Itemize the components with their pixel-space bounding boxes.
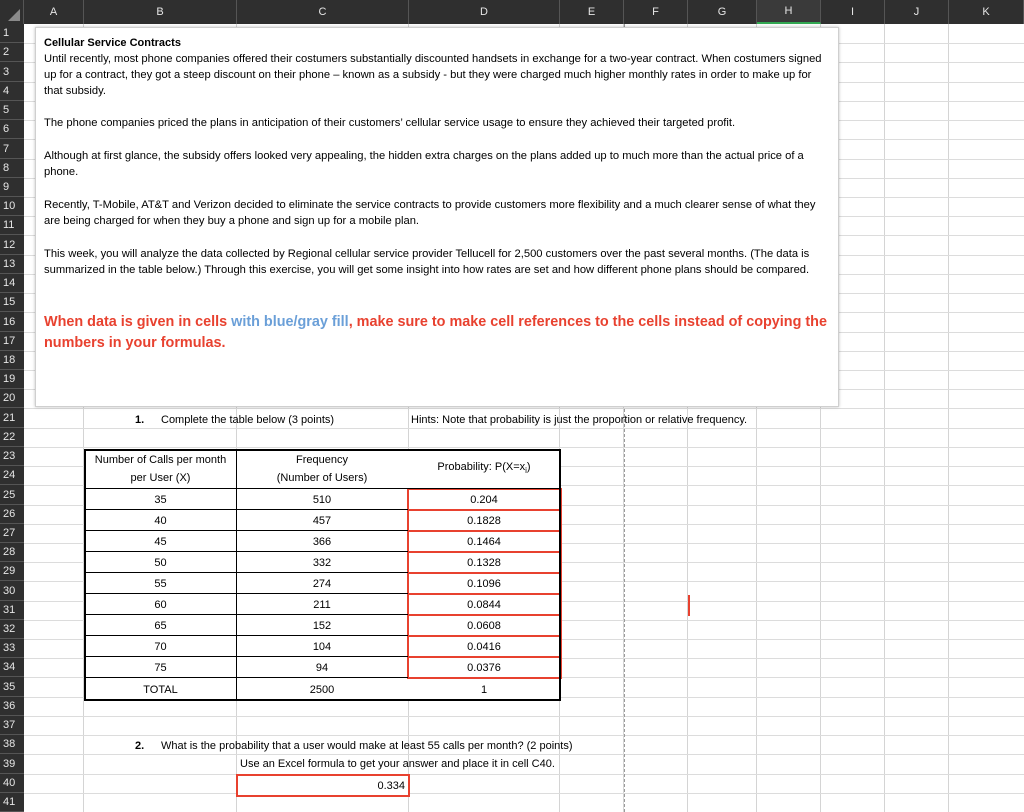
column-header-j[interactable]: J — [885, 0, 949, 24]
frequency-cell[interactable]: 94 — [236, 657, 408, 678]
row-header-40[interactable]: 40 — [0, 774, 24, 793]
probability-cell-highlight — [407, 509, 562, 532]
row-header-41[interactable]: 41 — [0, 793, 24, 812]
column-header-c[interactable]: C — [237, 0, 409, 24]
question-2-text: What is the probability that a user would make at least 55 calls per month? (2 points) — [161, 740, 573, 752]
total-probability[interactable]: 1 — [408, 679, 560, 700]
frequency-cell[interactable]: 152 — [236, 615, 408, 636]
column-header-b[interactable]: B — [84, 0, 237, 24]
table-border-horizontal — [84, 488, 561, 489]
header-probability-label — [437, 458, 530, 480]
total-label[interactable]: TOTAL — [85, 679, 236, 700]
textbox-title: Cellular Service Contracts — [44, 37, 181, 49]
question-1-hint: Hints: Note that probability is just the proportion or relative frequency. — [411, 414, 748, 426]
table-border-horizontal — [84, 614, 408, 615]
column-header-d[interactable]: D — [409, 0, 560, 24]
table-border-horizontal — [84, 635, 408, 636]
row-header-22[interactable]: 22 — [0, 428, 24, 447]
column-header-h[interactable]: H — [757, 0, 821, 24]
probability-cell-highlight — [407, 572, 562, 595]
warning-text-end: , make sure to make cell references to the cells instead of copying the numbers in your formulas. — [44, 314, 827, 351]
gridline-horizontal — [24, 774, 1024, 775]
row-header-38[interactable]: 38 — [0, 735, 24, 754]
frequency-cell[interactable]: 332 — [236, 552, 408, 573]
table-border-horizontal — [84, 530, 408, 531]
frequency-cell[interactable]: 510 — [236, 489, 408, 510]
table-border-vertical — [559, 449, 561, 701]
row-header-35[interactable]: 35 — [0, 677, 24, 697]
row-header-17[interactable]: 17 — [0, 332, 24, 351]
textbox-paragraph-3: Although at first glance, the subsidy offers looked very appealing, the hidden extra charges on the plans added up to much more than the actual price of a phone. — [44, 150, 804, 178]
probability-cell-highlight — [407, 530, 562, 553]
row-header-19[interactable]: 19 — [0, 370, 24, 389]
probability-cell[interactable]: 0.1828 — [408, 510, 560, 531]
gridline-horizontal — [24, 754, 1024, 755]
row-header-1[interactable]: 1 — [0, 24, 24, 43]
probability-cell[interactable]: 0.1096 — [408, 573, 560, 594]
gridline-horizontal — [24, 716, 1024, 717]
header-calls-per-month[interactable] — [85, 450, 236, 488]
row-header-20[interactable]: 20 — [0, 389, 24, 408]
calls-cell[interactable]: 55 — [85, 573, 236, 594]
row-header-36[interactable]: 36 — [0, 697, 24, 716]
frequency-cell[interactable]: 457 — [236, 510, 408, 531]
row-header-4[interactable]: 4 — [0, 82, 24, 101]
probability-cell[interactable]: 0.204 — [408, 489, 560, 510]
row-header-32[interactable]: 32 — [0, 620, 24, 639]
total-frequency[interactable]: 2500 — [236, 679, 408, 700]
row-header-24[interactable]: 24 — [0, 466, 24, 485]
instructions-textbox[interactable] — [35, 27, 839, 407]
warning-text-fill: with blue/gray fill — [231, 314, 349, 330]
header-frequency[interactable] — [236, 450, 408, 488]
row-header-7[interactable]: 7 — [0, 139, 24, 159]
probability-cell-highlight — [407, 551, 562, 574]
probability-cell[interactable]: 0.1328 — [408, 552, 560, 573]
row-header-15[interactable]: 15 — [0, 293, 24, 312]
calls-cell[interactable]: 75 — [85, 657, 236, 678]
gridline-horizontal — [24, 793, 1024, 794]
select-all-corner[interactable] — [0, 0, 24, 24]
table-border-horizontal — [84, 593, 408, 594]
calls-cell[interactable]: 70 — [85, 636, 236, 657]
probability-cell-highlight — [407, 635, 562, 658]
row-header-31[interactable]: 31 — [0, 601, 24, 620]
textbox-paragraph-5: This week, you will analyze the data collected by Regional cellular service provider Tellucell for 2,500 customers over the past several months. (The data is summarized in the table below.) Through this exercise, you will get some insight into how rates are set and how different phone plans should be compared. — [44, 248, 810, 276]
probability-cell-highlight — [407, 656, 562, 679]
gridline-horizontal — [24, 428, 1024, 429]
table-border-horizontal — [84, 449, 561, 451]
row-header-13[interactable]: 13 — [0, 255, 24, 274]
header-frequency-line2: (Number of Users) — [276, 472, 368, 484]
column-header-i[interactable]: I — [821, 0, 885, 24]
calls-cell[interactable]: 65 — [85, 615, 236, 636]
calls-cell[interactable]: 50 — [85, 552, 236, 573]
question-2-number: 2. — [135, 740, 145, 752]
row-header-14[interactable]: 14 — [0, 274, 24, 293]
textbox-paragraph-4: Recently, T-Mobile, AT&T and Verizon decided to eliminate the service contracts to provide customers more flexibility and a much clearer sense of what they are being charged for when they buy a phone and sign up for a mobile plan. — [44, 199, 816, 227]
probability-label-close: ) — [526, 460, 531, 473]
probability-cell-highlight — [407, 614, 562, 637]
frequency-cell[interactable]: 211 — [236, 594, 408, 615]
header-probability[interactable] — [408, 450, 560, 488]
row-header-18[interactable]: 18 — [0, 351, 24, 370]
gridline-horizontal — [24, 735, 1024, 736]
answer-cell-highlight — [236, 774, 410, 797]
row-header-23[interactable]: 23 — [0, 447, 24, 466]
frequency-cell[interactable]: 366 — [236, 531, 408, 552]
row-header-11[interactable]: 11 — [0, 216, 24, 235]
row-header-30[interactable]: 30 — [0, 581, 24, 601]
row-header-2[interactable]: 2 — [0, 43, 24, 62]
gridline-horizontal — [24, 408, 1024, 409]
probability-cell[interactable]: 0.0376 — [408, 657, 560, 678]
row-header-39[interactable]: 39 — [0, 754, 24, 774]
row-header-21[interactable]: 21 — [0, 408, 24, 428]
row-header-33[interactable]: 33 — [0, 639, 24, 658]
row-header-3[interactable]: 3 — [0, 62, 24, 82]
row-header-34[interactable]: 34 — [0, 658, 24, 677]
calls-cell[interactable]: 45 — [85, 531, 236, 552]
row-header-5[interactable]: 5 — [0, 101, 24, 120]
row-header-28[interactable]: 28 — [0, 543, 24, 562]
table-border-horizontal — [84, 551, 408, 552]
frequency-cell[interactable]: 274 — [236, 573, 408, 594]
header-frequency-line1: Frequency — [296, 454, 348, 466]
table-border-vertical — [84, 449, 86, 701]
row-header-10[interactable]: 10 — [0, 197, 24, 216]
column-header-k[interactable]: K — [949, 0, 1024, 24]
probability-cell[interactable]: 0.1464 — [408, 531, 560, 552]
probability-cell[interactable]: 0.0844 — [408, 594, 560, 615]
row-header-6[interactable]: 6 — [0, 120, 24, 139]
calls-cell[interactable]: 40 — [85, 510, 236, 531]
table-border-horizontal — [84, 677, 408, 678]
column-header-a[interactable]: A — [24, 0, 84, 24]
table-border-horizontal — [84, 699, 561, 701]
probability-label-subscript: i — [525, 466, 527, 476]
column-header-f[interactable]: F — [624, 0, 688, 24]
probability-cell-highlight — [407, 488, 562, 511]
row-header-12[interactable]: 12 — [0, 235, 24, 255]
cell-reference-warning — [44, 312, 830, 354]
cell-border-marker — [688, 595, 690, 616]
column-header-e[interactable]: E — [560, 0, 624, 24]
table-border-horizontal — [84, 509, 408, 510]
row-header-29[interactable]: 29 — [0, 562, 24, 581]
gridline-horizontal — [24, 447, 1024, 448]
question-1-text: Complete the table below (3 points) — [161, 414, 335, 426]
frequency-cell[interactable]: 104 — [236, 636, 408, 657]
warning-text-start: When data is given in cells — [44, 314, 232, 330]
row-header-26[interactable]: 26 — [0, 505, 24, 524]
probability-cell[interactable]: 0.0416 — [408, 636, 560, 657]
table-border-vertical — [236, 449, 237, 701]
gridline-vertical — [948, 24, 949, 812]
row-header-37[interactable]: 37 — [0, 716, 24, 735]
calls-cell[interactable]: 35 — [85, 489, 236, 510]
gridline-vertical — [884, 24, 885, 812]
row-header-16[interactable]: 16 — [0, 312, 24, 332]
question-2-instruction: Use an Excel formula to get your answer and place it in cell C40. — [240, 758, 555, 770]
column-header-g[interactable]: G — [688, 0, 757, 24]
header-calls-line1: Number of Calls per month — [94, 454, 227, 466]
select-all-triangle-icon — [8, 9, 20, 21]
textbox-paragraph-1: Until recently, most phone companies offered their costumers substantially discounted handsets in exchange for a two-year contract. When costumers signed up for a contract, they got a steep discount on their phone – known as a subsidy - but they were charged much higher monthly rates in order to make up for that subsidy. — [44, 53, 822, 97]
question-1-number: 1. — [135, 414, 145, 426]
calls-cell[interactable]: 60 — [85, 594, 236, 615]
table-border-horizontal — [84, 572, 408, 573]
probability-label-main: Probability: P(X=x — [437, 460, 526, 473]
probability-cell[interactable]: 0.0608 — [408, 615, 560, 636]
row-header-9[interactable]: 9 — [0, 178, 24, 197]
table-border-horizontal — [84, 656, 408, 657]
textbox-paragraph-2: The phone companies priced the plans in anticipation of their customers’ cellular service usage to ensure they achieved their targeted profit. — [44, 117, 736, 129]
probability-cell-highlight — [407, 593, 562, 616]
header-calls-line2: per User (X) — [130, 472, 191, 484]
row-header-27[interactable]: 27 — [0, 524, 24, 543]
answer-cell-c40[interactable]: 0.334 — [237, 775, 409, 796]
row-header-8[interactable]: 8 — [0, 159, 24, 178]
row-header-25[interactable]: 25 — [0, 485, 24, 505]
